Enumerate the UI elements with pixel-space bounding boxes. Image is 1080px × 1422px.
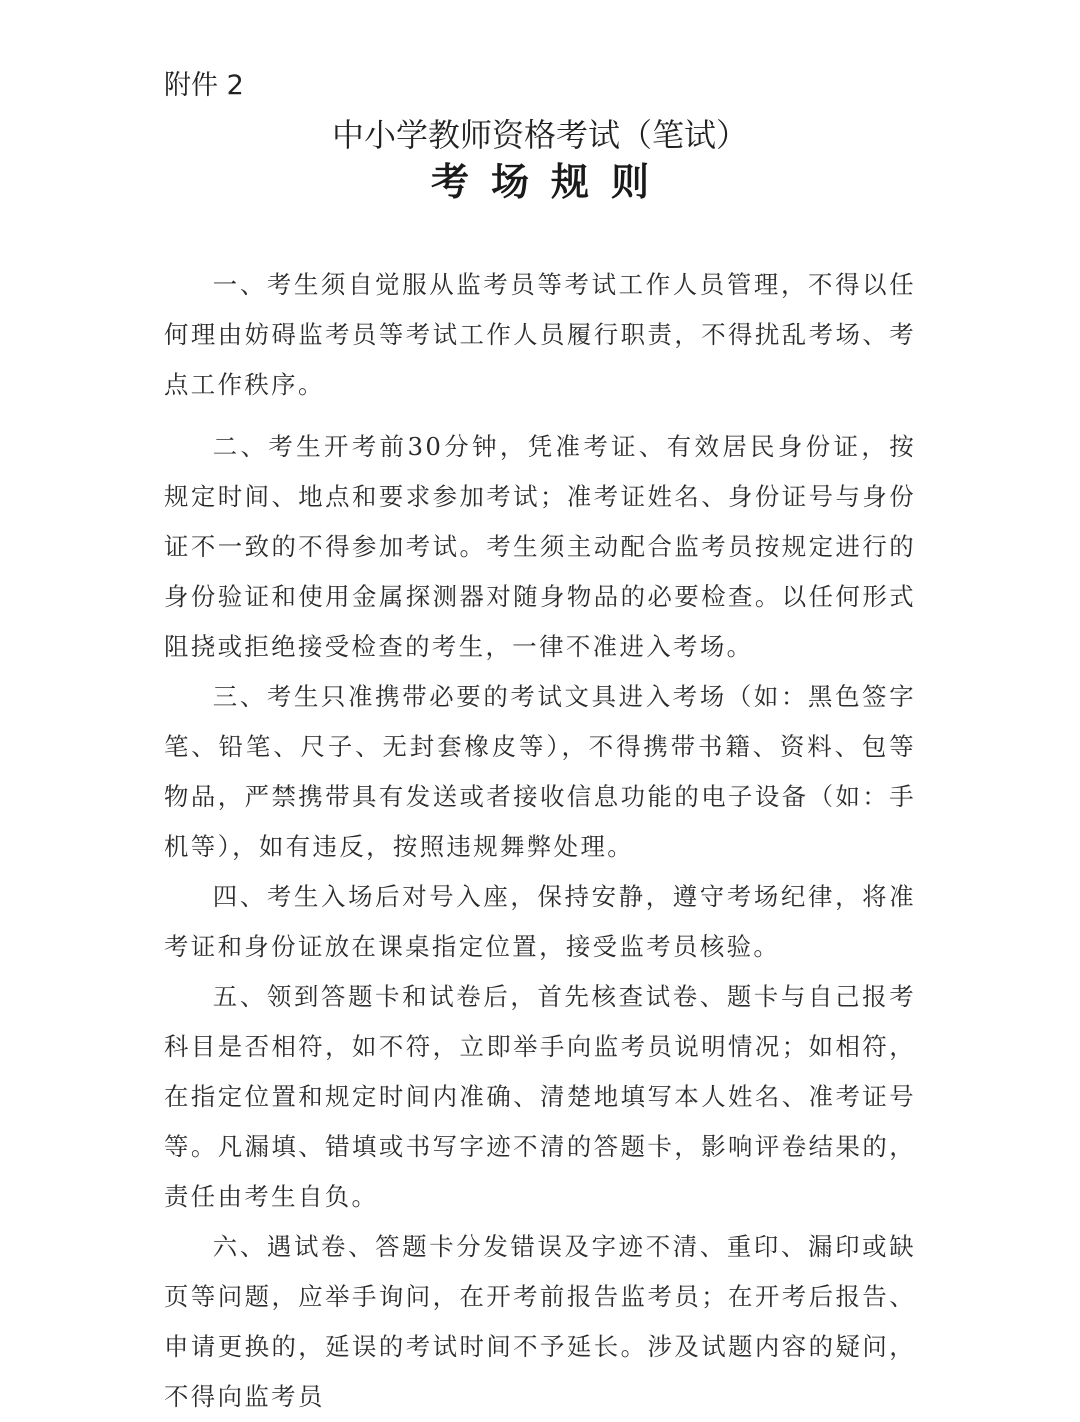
rule-paragraph-1: 一、考生须自觉服从监考员等考试工作人员管理，不得以任何理由妨碍监考员等考试工作人员履行职责，不得扰乱考场、考点工作秩序。 xyxy=(164,270,916,399)
rule-paragraph-4: 四、考生入场后对号入座，保持安静，遵守考场纪律，将准考证和身份证放在课桌指定位置，接受监考员核验。 xyxy=(164,882,916,961)
document-title: 中小学教师资格考试（笔试） xyxy=(331,116,748,154)
rule-paragraph-2: 二、考生开考前30分钟，凭准考证、有效居民身份证，按规定时间、地点和要求参加考试；准考证姓名、身份证号与身份证不一致的不得参加考试。考生须主动配合监考员按规定进行的身份验证和使用金属探测器对随身物品的必要检查。以任何形式阻挠或拒绝接受检查的考生，一律不准进入考场。 xyxy=(164,432,916,661)
document-subtitle: 考场规则 xyxy=(430,160,671,204)
attachment-label: 附件 2 xyxy=(164,70,244,101)
document-body xyxy=(164,260,916,1422)
rule-paragraph-3: 三、考生只准携带必要的考试文具进入考场（如：黑色签字笔、铅笔、尺子、无封套橡皮等），不得携带书籍、资料、包等物品，严禁携带具有发送或者接收信息功能的电子设备（如：手机等），如有违反，按照违规舞弊处理。 xyxy=(164,682,916,861)
rule-paragraph-5: 五、领到答题卡和试卷后，首先核查试卷、题卡与自己报考科目是否相符，如不符，立即举手向监考员说明情况；如相符，在指定位置和规定时间内准确、清楚地填写本人姓名、准考证号等。凡漏填、错填或书写字迹不清的答题卡，影响评卷结果的，责任由考生自负。 xyxy=(164,982,916,1211)
rule-paragraph-6: 六、遇试卷、答题卡分发错误及字迹不清、重印、漏印或缺页等问题，应举手询问，在开考前报告监考员；在开考后报告、申请更换的，延误的考试时间不予延长。涉及试题内容的疑问，不得向监考员 xyxy=(164,1232,916,1411)
